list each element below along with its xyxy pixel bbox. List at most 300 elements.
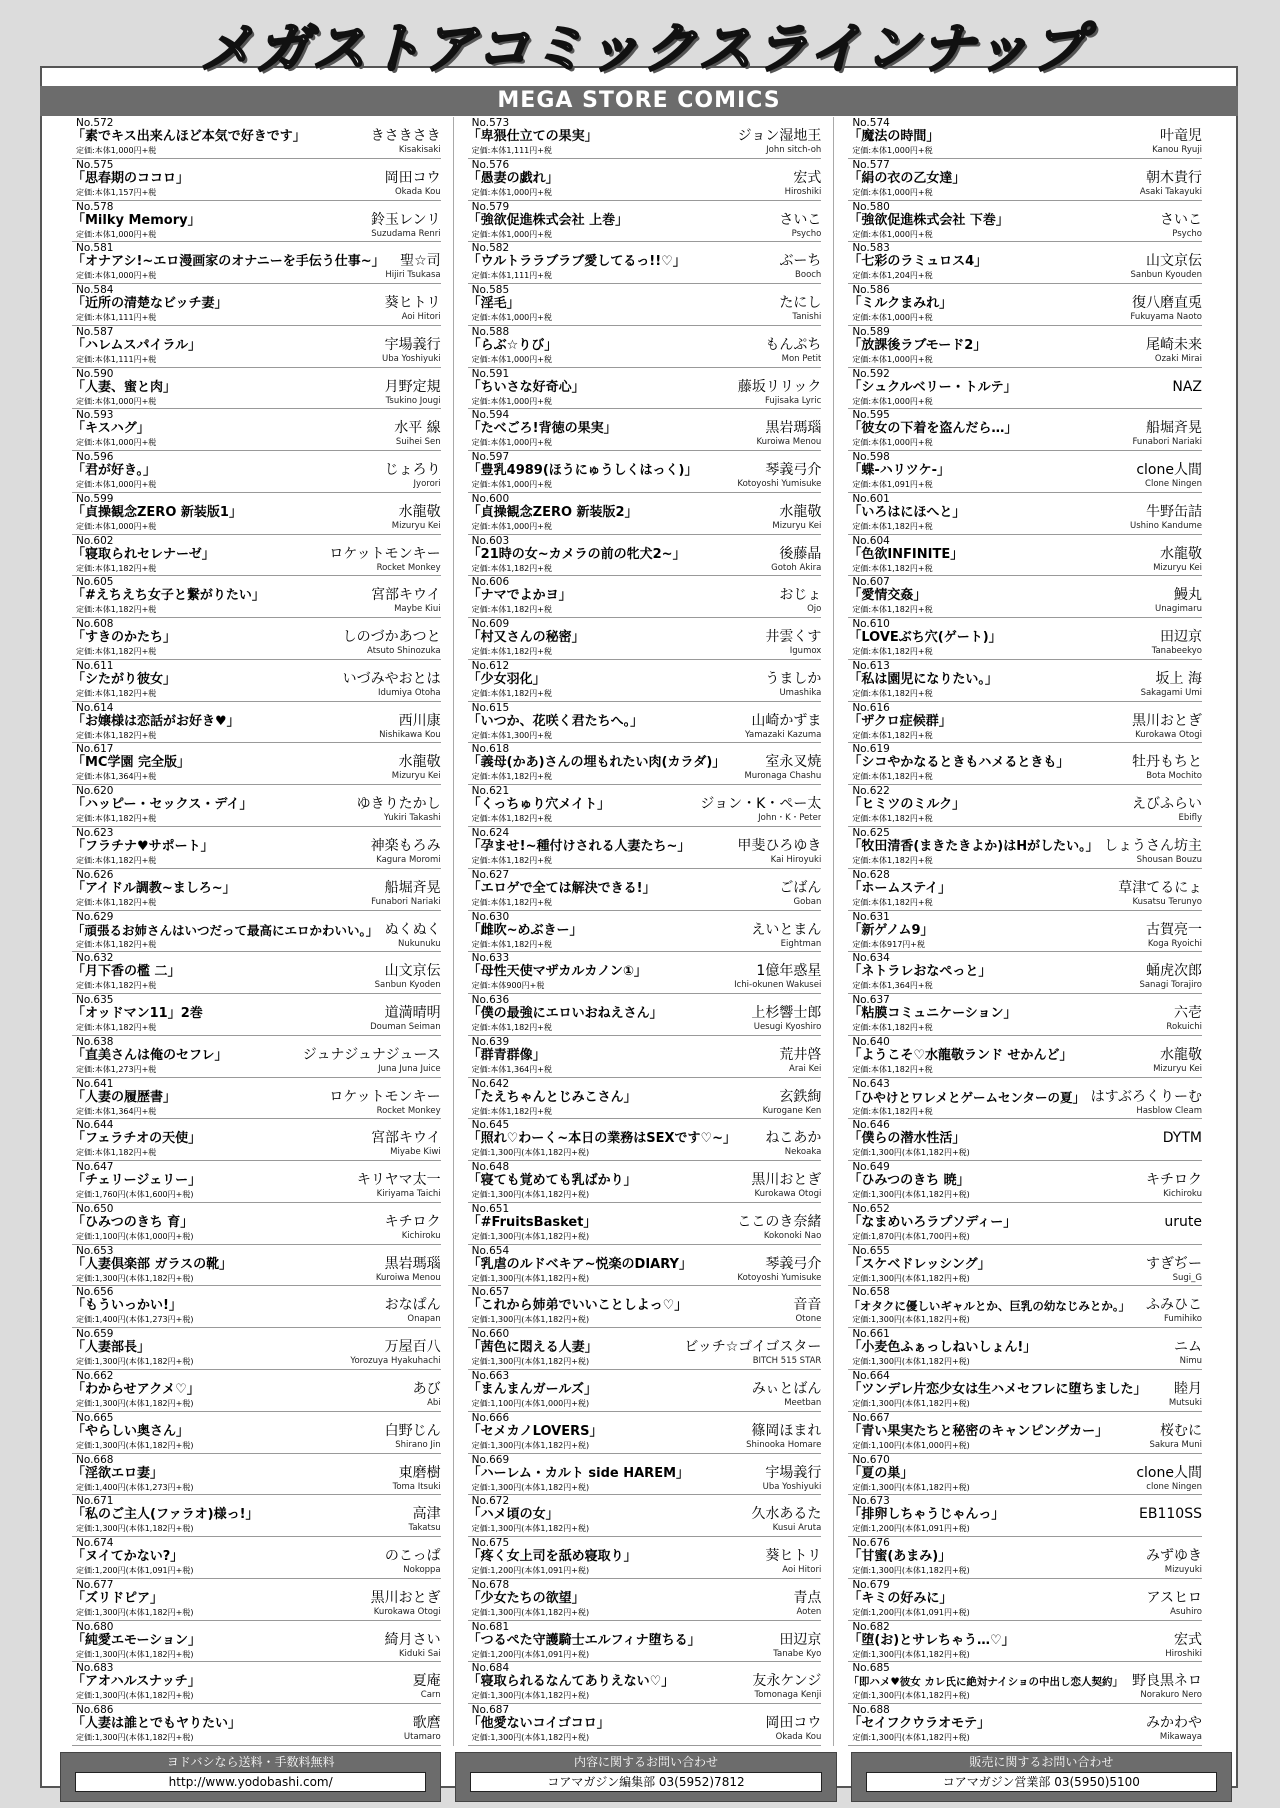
entry-author-romaji: Mikawaya: [1159, 1732, 1202, 1743]
catalog-column: [72, 117, 453, 1746]
catalog-entry: [72, 1621, 441, 1663]
entry-author: 復八磨直兎: [1131, 295, 1202, 312]
catalog-entry: [72, 409, 441, 451]
entry-number: No.638: [76, 1035, 114, 1048]
entry-author-romaji: Igumox: [789, 646, 822, 657]
entry-price: 定価:本体1,182円+税: [76, 1023, 157, 1033]
entry-price: 定価:1,100円(本体1,000円+税): [471, 1398, 590, 1408]
entry-number: No.679: [852, 1578, 890, 1591]
catalog-entry: [72, 1579, 441, 1621]
entry-price: 定価:本体1,091円+税: [852, 480, 933, 490]
entry-price: 定価:本体1,182円+税: [852, 730, 933, 740]
catalog-entry: [72, 1454, 441, 1496]
entry-title: 「ちいさな好奇心」: [467, 379, 585, 395]
entry-price: 定価:本体1,000円+税: [471, 229, 552, 239]
entry-number: No.625: [852, 827, 890, 840]
entry-author: いづみやおとは: [342, 670, 441, 687]
entry-price: 定価:本体1,182円+税: [852, 563, 933, 573]
catalog-entry: [72, 869, 441, 911]
entry-author-romaji: Juna Juna Juice: [378, 1063, 441, 1074]
entry-title: 「たえちゃんとじみこさん」: [467, 1089, 637, 1105]
entry-title: 「新ゲノム9」: [848, 922, 934, 938]
footer: [60, 1752, 1232, 1802]
entry-author-romaji: Nekoaka: [784, 1147, 822, 1158]
entry-number: No.600: [471, 492, 510, 505]
entry-author-romaji: Kokonoki Nao: [763, 1230, 822, 1241]
entry-author-romaji: Asuhiro: [1170, 1606, 1202, 1617]
entry-author-romaji: Ebifly: [1178, 813, 1202, 824]
entry-author-romaji: Okada Kou: [775, 1732, 822, 1743]
catalog-entry: [848, 576, 1202, 618]
entry-number: No.609: [471, 618, 510, 631]
entry-author-romaji: Hasblow Cleam: [1136, 1105, 1202, 1116]
entry-author: 坂上 海: [1155, 670, 1202, 687]
entry-price: 定価:本体1,000円+税: [76, 480, 157, 490]
entry-number: No.630: [471, 910, 510, 923]
catalog-entry: [848, 117, 1202, 159]
entry-author: 船堀斉晃: [1145, 420, 1202, 437]
entry-number: No.597: [471, 451, 510, 464]
entry-price: 定価:本体1,182円+税: [76, 856, 157, 866]
entry-author: 道満晴明: [384, 1005, 441, 1022]
entry-price: 定価:1,300円(本体1,182円+税): [76, 1607, 194, 1617]
entry-title: 「わからせアクメ♡」: [72, 1381, 200, 1397]
entry-author-romaji: clone Ningen: [1146, 1481, 1202, 1492]
entry-price: 定価:1,200円(本体1,091円+税): [471, 1649, 590, 1659]
entry-author-romaji: Kuroiwa Menou: [375, 1272, 441, 1283]
entry-title: 「セメカノLOVERS」: [467, 1423, 603, 1439]
entry-author: 水龍敬: [398, 503, 441, 520]
entry-number: No.574: [852, 117, 890, 129]
entry-title: 「貞操観念ZERO 新装版1」: [72, 504, 242, 520]
entry-author-romaji: Uba Yoshiyuki: [381, 353, 441, 364]
catalog-entry: [468, 952, 822, 994]
entry-title: 「まんまんガールズ」: [467, 1381, 598, 1397]
entry-author-romaji: Sugi_G: [1172, 1272, 1202, 1283]
entry-price: 定価:本体1,182円+税: [852, 772, 933, 782]
entry-author-romaji: Kuroiwa Menou: [756, 437, 822, 448]
entry-author: ぬくぬく: [384, 921, 441, 938]
entry-author-romaji: Kusui Aruta: [772, 1523, 822, 1534]
entry-author: ふみひこ: [1145, 1297, 1202, 1314]
entry-author: 牡丹もちと: [1131, 754, 1202, 771]
entry-number: No.604: [852, 534, 890, 547]
catalog-entry: [848, 869, 1202, 911]
entry-number: No.614: [76, 701, 114, 714]
entry-price: 定価:本体1,111円+税: [471, 146, 552, 155]
entry-price: 定価:本体1,182円+税: [76, 605, 157, 615]
entry-price: 定価:1,300円(本体1,182円+税): [852, 1148, 970, 1158]
entry-title: 「群青群像」: [467, 1047, 546, 1063]
entry-price: 定価:1,300円(本体1,182円+税): [852, 1315, 970, 1325]
entry-author: 琴義弓介: [765, 462, 822, 479]
entry-number: No.641: [76, 1077, 114, 1090]
entry-author: 万屋百八: [384, 1339, 441, 1356]
catalog-entry: [468, 660, 822, 702]
entry-title: 「すきのかたち」: [72, 630, 177, 646]
catalog-entry: [468, 1662, 822, 1704]
catalog-entry: [468, 493, 822, 535]
catalog-entry: [848, 1161, 1202, 1203]
catalog-entry: [468, 869, 822, 911]
entry-author-romaji: Fukuyama Naoto: [1130, 312, 1202, 323]
entry-title: 「人妻倶楽部 ガラスの靴」: [72, 1256, 233, 1272]
entry-author-romaji: Yamazaki Kazuma: [744, 729, 822, 740]
entry-author: 井雲くす: [765, 629, 822, 646]
entry-title: 「ハーレム・カルト side HAREM」: [467, 1465, 690, 1481]
entry-author-romaji: Nukunuku: [398, 938, 441, 949]
catalog-entry: [468, 451, 822, 493]
entry-number: No.591: [471, 367, 510, 380]
entry-author: 神楽もろみ: [370, 838, 441, 855]
entry-price: 定価:本体1,182円+税: [471, 856, 552, 866]
entry-author: 綺月さい: [384, 1631, 441, 1648]
entry-author-romaji: Meetban: [784, 1397, 822, 1408]
entry-number: No.635: [76, 994, 114, 1007]
entry-title: 「頑張るお姉さんはいつだって最高にエロかわいい。」: [72, 922, 379, 938]
catalog-entry: [848, 743, 1202, 785]
entry-number: No.678: [471, 1578, 510, 1591]
entry-price: 定価:本体1,182円+税: [852, 521, 933, 531]
footer-link[interactable]: http://www.yodobashi.com/: [75, 1772, 426, 1792]
entry-price: 定価:本体1,182円+税: [76, 939, 157, 949]
entry-price: 定価:本体1,364円+税: [852, 981, 933, 991]
entry-title: 「セイフクウラオモテ」: [848, 1716, 991, 1732]
entry-number: No.661: [852, 1328, 890, 1341]
entry-author: 六壱: [1173, 1005, 1202, 1022]
entry-author: 黒川おとぎ: [370, 1589, 441, 1606]
entry-price: 定価:本体1,182円+税: [471, 647, 552, 657]
catalog-entry: [848, 1245, 1202, 1287]
entry-title: 「オッドマン11」2巻: [72, 1006, 203, 1022]
catalog-entry: [72, 284, 441, 326]
entry-price: 定価:1,200円(本体1,091円+税): [471, 1566, 590, 1576]
entry-price: 定価:1,100円(本体1,000円+税): [76, 1231, 194, 1241]
entry-author: 篠岡ほまれ: [751, 1422, 822, 1439]
entry-number: No.660: [471, 1328, 510, 1341]
entry-title: 「愛情交姦」: [848, 588, 927, 604]
catalog-entry: [72, 1662, 441, 1704]
entry-number: No.632: [76, 952, 114, 965]
entry-author-romaji: Tsukino Jougi: [385, 395, 441, 406]
footer-box: [851, 1752, 1232, 1802]
entry-author: 尾崎未来: [1145, 336, 1202, 353]
entry-number: No.664: [852, 1369, 890, 1382]
catalog-entry: [848, 1328, 1202, 1370]
entry-number: No.601: [852, 492, 890, 505]
entry-number: No.608: [76, 618, 114, 631]
entry-price: 定価:本体1,204円+税: [852, 271, 933, 281]
entry-number: No.594: [471, 409, 510, 422]
catalog-entry: [468, 326, 822, 368]
entry-author-romaji: Ozaki Mirai: [1154, 353, 1202, 364]
entry-author-romaji: Gotoh Akira: [771, 562, 822, 573]
entry-author-romaji: Maybe Kiui: [394, 604, 441, 615]
entry-author-romaji: Rocket Monkey: [376, 1105, 441, 1116]
entry-number: No.649: [852, 1161, 890, 1174]
catalog-entry: [848, 1286, 1202, 1328]
entry-title: 「月下香の檻 二」: [72, 964, 181, 980]
entry-author-romaji: Idumiya Otoha: [377, 687, 441, 698]
catalog-entry: [848, 1036, 1202, 1078]
entry-title: 「フラチナ♥サポート」: [72, 839, 214, 855]
entry-number: No.675: [471, 1537, 510, 1550]
entry-number: No.684: [471, 1662, 510, 1675]
catalog-entry: [468, 785, 822, 827]
catalog-entry: [468, 1621, 822, 1663]
entry-author: ねこあか: [765, 1130, 822, 1147]
entry-title: 「くっちゅり穴メイト」: [467, 797, 611, 813]
catalog-entry: [848, 702, 1202, 744]
catalog-entry: [848, 493, 1202, 535]
entry-title: 「エロゲで全ては解決できる!」: [467, 880, 656, 896]
catalog-entry: [72, 535, 441, 577]
catalog-entry: [848, 242, 1202, 284]
entry-price: 定価:本体1,000円+税: [471, 480, 552, 490]
entry-author: はすぶろくりーむ: [1090, 1088, 1202, 1105]
entry-title: 「シたがり彼女」: [72, 671, 177, 687]
entry-author-romaji: Shirano Jin: [395, 1439, 441, 1450]
entry-price: 定価:本体1,000円+税: [76, 396, 157, 406]
entry-author-romaji: Bota Mochito: [1146, 771, 1202, 782]
footer-heading: ヨドバシなら送料・手数料無料: [166, 1755, 335, 1769]
catalog-entry: [72, 827, 441, 869]
catalog-entry: [848, 409, 1202, 451]
entry-author-romaji: Rokuichi: [1166, 1022, 1202, 1033]
entry-price: 定価:本体1,182円+税: [76, 1148, 157, 1158]
entry-number: No.628: [852, 868, 890, 881]
entry-author: もんぷち: [765, 336, 822, 353]
entry-number: No.602: [76, 534, 114, 547]
catalog-list: [834, 117, 1214, 1746]
catalog-entry: [72, 1119, 441, 1161]
catalog-entry: [468, 576, 822, 618]
entry-number: No.662: [76, 1369, 114, 1382]
catalog-entry: [72, 785, 441, 827]
entry-price: 定価:1,300円(本体1,182円+税): [852, 1566, 970, 1576]
entry-title: 「排卵しちゃうじゃんっ」: [848, 1507, 1005, 1523]
catalog-entry: [72, 1078, 441, 1120]
entry-author-romaji: Nishikawa Kou: [379, 729, 441, 740]
entry-number: No.587: [76, 325, 114, 338]
entry-number: No.685: [852, 1662, 890, 1675]
entry-author-romaji: Kisakisaki: [398, 145, 441, 155]
entry-price: 定価:本体1,111円+税: [76, 313, 157, 323]
entry-number: No.644: [76, 1119, 114, 1132]
entry-author: 白野じん: [384, 1422, 441, 1439]
entry-number: No.577: [852, 158, 890, 171]
entry-price: 定価:本体1,182円+税: [76, 730, 157, 740]
entry-number: No.603: [471, 534, 510, 547]
entry-title: 「ハレムスパイラル」: [72, 337, 202, 353]
catalog-entry: [848, 1454, 1202, 1496]
catalog-entry: [848, 1704, 1202, 1746]
entry-author-romaji: Kanou Ryuji: [1152, 145, 1202, 155]
entry-author: たにし: [779, 295, 822, 312]
entry-number: No.687: [471, 1704, 510, 1717]
entry-author: ゆきりたかし: [356, 796, 441, 813]
entry-title: 「やらしい奥さん」: [72, 1423, 190, 1439]
entry-author-romaji: Mon Petit: [781, 353, 822, 364]
entry-number: No.629: [76, 910, 114, 923]
entry-author-romaji: Sakura Muni: [1149, 1439, 1202, 1450]
entry-author-romaji: Mizuyuki: [1164, 1565, 1202, 1576]
catalog-entry: [468, 1370, 822, 1412]
catalog-entry: [848, 535, 1202, 577]
entry-author: 山文京伝: [384, 963, 441, 980]
entry-price: 定価:本体1,273円+税: [76, 1064, 157, 1074]
entry-title: 「フェラチオの天使」: [72, 1131, 202, 1147]
entry-number: No.688: [852, 1704, 890, 1717]
entry-title: 「蝶-ハリツケ-」: [848, 463, 950, 479]
entry-number: No.681: [471, 1620, 510, 1633]
entry-title: 「直美さんは俺のセフレ」: [72, 1047, 228, 1063]
entry-title: 「MC学園 完全版」: [72, 755, 191, 771]
entry-number: No.686: [76, 1704, 114, 1717]
entry-price: 定価:本体1,000円+税: [852, 438, 933, 448]
entry-author-romaji: Mizuryu Kei: [391, 771, 441, 782]
entry-title: 「チェリージェリー」: [72, 1173, 202, 1189]
entry-author-romaji: Psycho: [1172, 228, 1202, 239]
entry-number: No.639: [471, 1035, 510, 1048]
entry-author-romaji: Kichiroku: [401, 1230, 441, 1241]
catalog-entry: [848, 1621, 1202, 1663]
entry-author: 宇場義行: [384, 336, 441, 353]
entry-number: No.579: [471, 200, 510, 213]
entry-author-romaji: Tanabe Kyo: [773, 1648, 822, 1659]
entry-title: 「素でキス出来んほど本気で好きです」: [72, 129, 306, 144]
entry-author: えいとまん: [751, 921, 822, 938]
catalog-column: [833, 117, 1214, 1746]
entry-price: 定価:本体1,182円+税: [471, 1106, 552, 1116]
entry-price: 定価:1,300円(本体1,182円+税): [76, 1440, 194, 1450]
entry-author-romaji: Aoi Hitori: [782, 1565, 822, 1576]
entry-title: 「強欲促進株式会社 下巻」: [848, 212, 1009, 228]
entry-title: 「ひやけとワレメとゲームセンターの夏」: [848, 1089, 1085, 1105]
entry-author-romaji: BITCH 515 STAR: [752, 1356, 822, 1367]
catalog-entry: [468, 702, 822, 744]
entry-author-romaji: Suihei Sen: [395, 437, 441, 448]
catalog-entry: [468, 1078, 822, 1120]
entry-price: 定価:1,200円(本体1,091円+税): [852, 1607, 970, 1617]
entry-author: キリヤマ太一: [356, 1172, 441, 1189]
entry-author-romaji: Kurokawa Otogi: [373, 1606, 441, 1617]
catalog-entry: [468, 1119, 822, 1161]
entry-title: 「村又さんの秘密」: [467, 630, 585, 646]
catalog-entry: [72, 1704, 441, 1746]
entry-price: 定価:本体1,182円+税: [76, 563, 157, 573]
entry-author: 牛野缶詰: [1145, 503, 1202, 520]
entry-author-romaji: Sanbun Kyoden: [374, 980, 441, 991]
footer-box: [455, 1752, 836, 1802]
entry-number: No.623: [76, 827, 114, 840]
entry-number: No.648: [471, 1161, 510, 1174]
entry-author: 黒岩瑪瑙: [384, 1255, 441, 1272]
entry-title: 「人妻の履歴書」: [72, 1089, 177, 1105]
entry-title: 「ホームステイ」: [848, 880, 952, 896]
entry-price: 定価:1,300円(本体1,182円+税): [471, 1148, 590, 1158]
entry-price: 定価:1,300円(本体1,182円+税): [471, 1733, 590, 1743]
entry-number: No.682: [852, 1620, 890, 1633]
entry-price: 定価:1,300円(本体1,182円+税): [852, 1649, 970, 1659]
entry-title: 「これから姉弟でいいことしよっ♡」: [467, 1298, 688, 1314]
entry-number: No.616: [852, 701, 890, 714]
footer-contact: コアマガジン営業部 03(5950)5100: [866, 1772, 1217, 1792]
entry-author: ごばん: [779, 879, 822, 896]
entry-title: 「らぶ☆りび」: [467, 337, 558, 353]
entry-author: ぶーち: [779, 253, 822, 270]
entry-author: 宇場義行: [765, 1464, 822, 1481]
entry-number: No.658: [852, 1286, 890, 1299]
entry-author: 睦月: [1173, 1380, 1202, 1397]
entry-author: 古賀亮一: [1145, 921, 1202, 938]
entry-price: 定価:本体1,182円+税: [471, 772, 552, 782]
entry-number: No.578: [76, 200, 114, 213]
entry-author: 鰻丸: [1173, 587, 1202, 604]
footer-contact: コアマガジン編集部 03(5952)7812: [470, 1772, 821, 1792]
entry-title: 「乳虐のルドベキア~悦楽のDIARY」: [467, 1256, 692, 1272]
entry-number: No.584: [76, 284, 114, 297]
entry-author: 朝木貴行: [1145, 169, 1202, 186]
entry-author-romaji: Carn: [420, 1690, 441, 1701]
entry-author-romaji: Hiroshiki: [1165, 1648, 1202, 1659]
entry-author: 水龍敬: [1159, 545, 1202, 562]
entry-author: 1億年惑星: [756, 963, 822, 980]
catalog-entry: [72, 242, 441, 284]
entry-number: No.605: [76, 576, 114, 589]
entry-author: ニム: [1173, 1339, 1202, 1356]
page-title: メガストアコミックスラインナップ: [200, 17, 1088, 80]
entry-number: No.663: [471, 1369, 510, 1382]
catalog-entry: [468, 1412, 822, 1454]
entry-price: 定価:本体1,364円+税: [76, 1106, 157, 1116]
entry-price: 定価:本体1,111円+税: [471, 271, 552, 281]
entry-price: 定価:本体1,000円+税: [471, 438, 552, 448]
entry-title: 「LOVEぶち穴(ゲート)」: [848, 630, 1002, 646]
catalog-entry: [468, 201, 822, 243]
entry-title: 「シュクルベリー・トルテ」: [848, 379, 1017, 395]
entry-author-romaji: Kai Hiroyuki: [770, 855, 822, 866]
entry-author-romaji: John・K・Peter: [758, 813, 822, 824]
entry-price: 定価:1,200円(本体1,091円+税): [76, 1566, 194, 1576]
entry-number: No.640: [852, 1035, 890, 1048]
catalog-entry: [72, 618, 441, 660]
entry-title: 「孕ませ!~種付けされる人妻たち~」: [467, 839, 691, 855]
entry-price: 定価:1,300円(本体1,182円+税): [76, 1649, 194, 1659]
entry-title: 「Milky Memory」: [72, 212, 201, 228]
entry-number: No.590: [76, 367, 114, 380]
catalog-entry: [468, 284, 822, 326]
entry-author-romaji: Fujisaka Lyric: [764, 395, 822, 406]
entry-author: 音音: [793, 1297, 822, 1314]
entry-title: 「ウルトララブラブ愛してるっ!!♡」: [467, 254, 686, 270]
entry-number: No.573: [471, 117, 510, 129]
entry-author-romaji: Umashika: [779, 687, 822, 698]
entry-price: 定価:本体1,000円+税: [471, 396, 552, 406]
entry-author-romaji: Nimu: [1179, 1356, 1202, 1367]
entry-price: 定価:1,300円(本体1,182円+税): [471, 1440, 590, 1450]
entry-title: 「いろはにほへと」: [848, 504, 966, 520]
entry-title: 「#えちえち女子と繋がりたい」: [72, 588, 265, 604]
entry-author-romaji: Goban: [793, 896, 822, 907]
entry-number: No.636: [471, 994, 510, 1007]
entry-author-romaji: Utamaro: [403, 1732, 441, 1743]
entry-price: 定価:本体1,182円+税: [852, 856, 933, 866]
entry-author-romaji: Psycho: [791, 228, 822, 239]
entry-title: 「絹の衣の乙女達」: [848, 170, 966, 186]
entry-price: 定価:本体1,000円+税: [471, 354, 552, 364]
entry-author: 鈴玉レンリ: [371, 211, 441, 228]
